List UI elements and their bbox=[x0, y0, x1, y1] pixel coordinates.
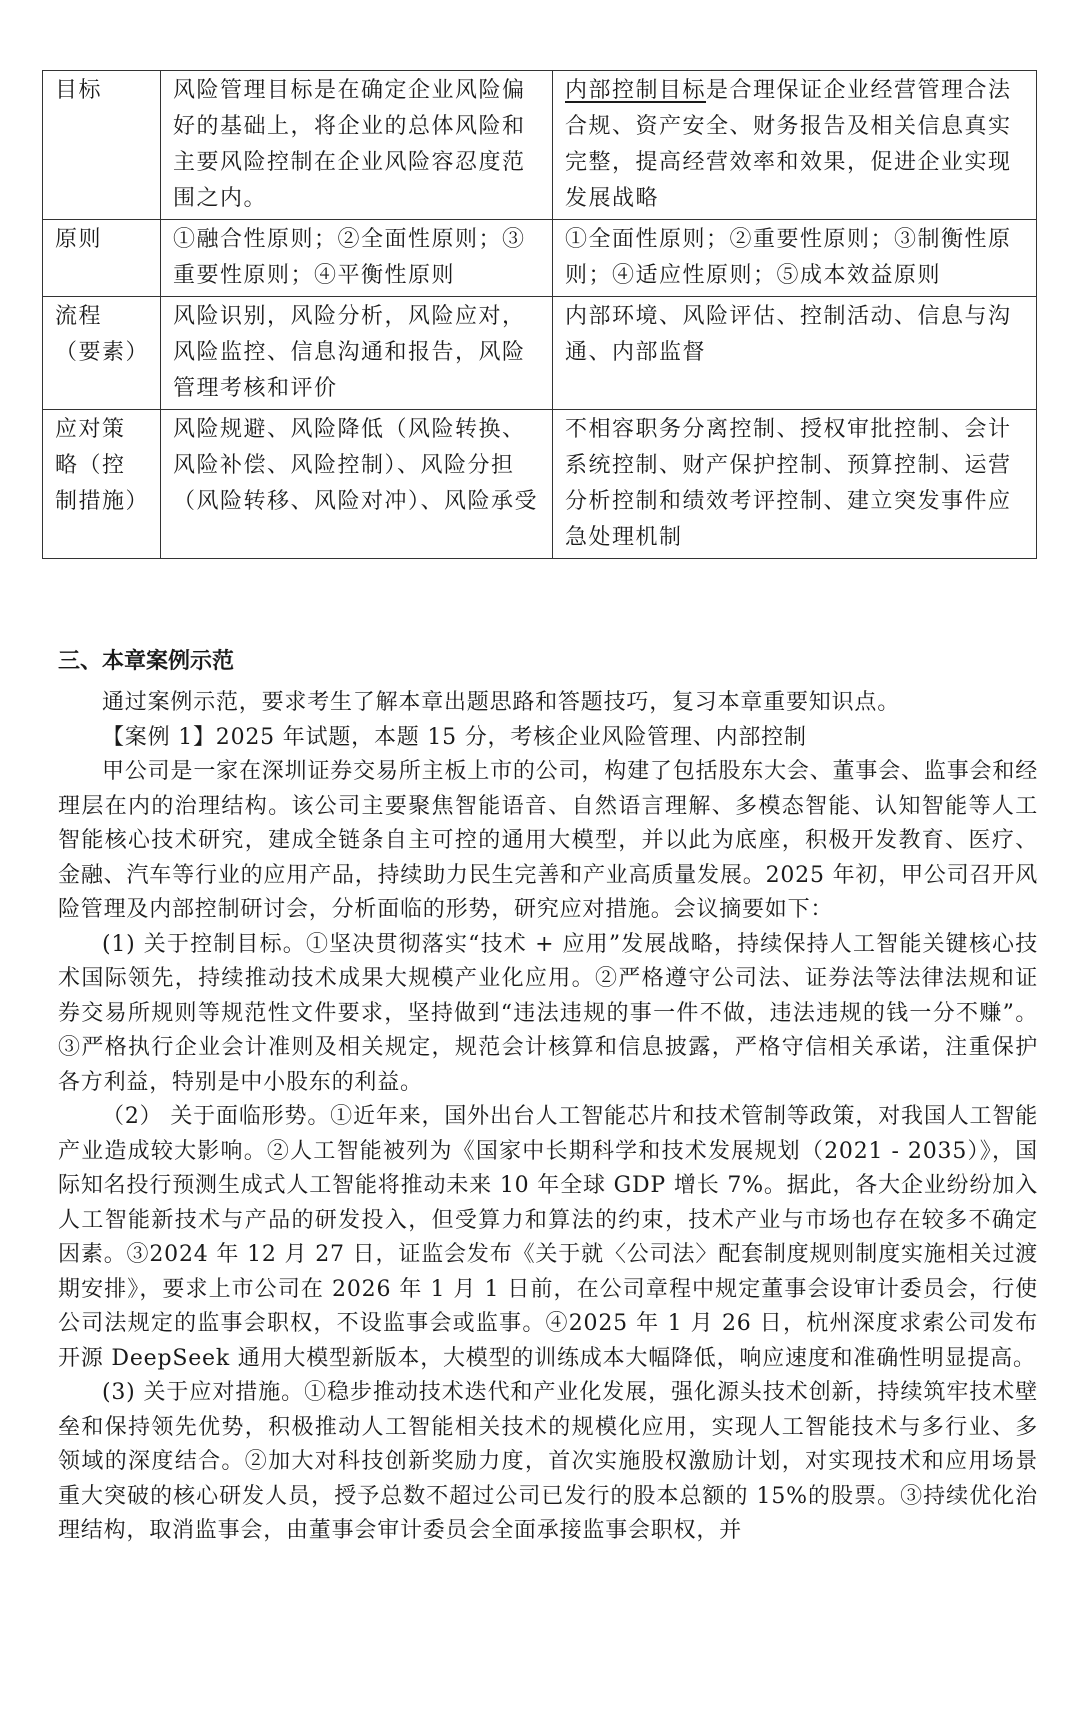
risk-management-cell: ①融合性原则；②全面性原则；③重要性原则；④平衡性原则 bbox=[161, 220, 553, 297]
case-background: 甲公司是一家在深圳证券交易所主板上市的公司，构建了包括股东大会、董事会、监事会和经理层在内的治理结构。该公司主要聚焦智能语音、自然语言理解、多模态智能、认知智能等人工智能核心技术研究，建成全链条自主可控的通用大模型，并以此为底座，积极开发教育、医疗、金融、汽车等行业的应用产品，持续助力民生完善和产业高质量发展。2025 年初，甲公司召开风险管理及内部控制研讨会，分析面临的形势，研究应对措施。会议摘要如下： bbox=[58, 759, 1038, 922]
section-intro: 通过案例示范，要求考生了解本章出题思路和答题技巧，复习本章重要知识点。 bbox=[102, 690, 901, 715]
internal-control-cell: 内部环境、风险评估、控制活动、信息与沟通、内部监督 bbox=[553, 297, 1037, 410]
risk-management-cell: 风险管理目标是在确定企业风险偏好的基础上，将企业的总体风险和主要风险控制在企业风险容忍度范围之内。 bbox=[161, 71, 553, 220]
table-row-strategy bbox=[43, 410, 1037, 559]
case-item-2: （2） 关于面临形势。①近年来，国外出台人工智能芯片和技术管制等政策，对我国人工智能产业造成较大影响。②人工智能被列为《国家中长期科学和技术发展规划（2021 - 2035）》，国际知名投行预测生成式人工智能将推动未来 10 年全球 GDP 增长 7%。据此，各大企业纷纷加入人工智能新技术与产品的研发投入，但受算力和算法的约束，技术产业与市场也存在较多不确定因素。③2024 年 12 月 27 日，证监会发布《关于就〈公司法〉配套制度规则制度实施相关过渡期安排》，要求上市公司在 2026 年 1 月 1 日前，在公司章程中规定董事会设审计委员会，行使公司法规定的监事会职权，不设监事会或监事。④2025 年 1 月 26 日，杭州深度求索公司发布开源 DeepSeek 通用大模型新版本，大模型的训练成本大幅降低，响应速度和准确性明显提高。 bbox=[58, 1104, 1038, 1371]
table-row-principle bbox=[43, 220, 1037, 297]
row-label: 原则 bbox=[43, 220, 161, 297]
row-label: 应对策略（控制措施） bbox=[43, 410, 161, 559]
cell-text: 是合理保证企业经营管理合法合规、资产安全、财务报告及相关信息真实完整，提高经营效率和效果，促进企业实现发展战略 bbox=[565, 78, 1012, 211]
case-item-1: (1) 关于控制目标。①坚决贯彻落实“技术 + 应用”发展战略，持续保持人工智能关键核心技术国际领先，持续推动技术成果大规模产业化应用。②严格遵守公司法、证券法等法律法规和证券交易所规则等规范性文件要求，坚持做到“违法违规的事一件不做，违法违规的钱一分不赚”。③严格执行企业会计准则及相关规定，规范会计核算和信息披露，严格守信相关承诺，注重保护各方利益，特别是中小股东的利益。 bbox=[58, 931, 1038, 1095]
internal-control-cell: ①全面性原则；②重要性原则；③制衡性原则；④适应性原则；⑤成本效益原则 bbox=[553, 220, 1037, 297]
risk-management-cell: 风险规避、风险降低（风险转换、风险补偿、风险控制）、风险分担（风险转移、风险对冲）、风险承受 bbox=[161, 410, 553, 559]
risk-management-cell: 风险识别，风险分析，风险应对，风险监控、信息沟通和报告，风险管理考核和评价 bbox=[161, 297, 553, 410]
row-label: 流程（要素） bbox=[43, 297, 161, 410]
comparison-table bbox=[42, 70, 1037, 559]
internal-control-cell bbox=[553, 71, 1037, 220]
section-title: 三、本章案例示范 bbox=[58, 649, 235, 674]
table-row-goal bbox=[43, 71, 1037, 220]
internal-control-cell: 不相容职务分离控制、授权审批控制、会计系统控制、财产保护控制、预算控制、运营分析控制和绩效考评控制、建立突发事件应急处理机制 bbox=[553, 410, 1037, 559]
case-section bbox=[58, 646, 1038, 1549]
case-item-3: (3) 关于应对措施。①稳步推动技术迭代和产业化发展，强化源头技术创新，持续筑牢技术壁垒和保持领先优势，积极推动人工智能相关技术的规模化应用，实现人工智能技术与多行业、多领域的深度结合。②加大对科技创新奖励力度，首次实施股权激励计划，对实现技术和应用场景重大突破的核心研发人员，授予总数不超过公司已发行的股本总额的 15%的股票。③持续优化治理结构，取消监事会，由董事会审计委员会全面承接监事会职权，并 bbox=[58, 1380, 1038, 1543]
table-row-process bbox=[43, 297, 1037, 410]
underlined-term: 内部控制目标 bbox=[565, 78, 707, 103]
row-label: 目标 bbox=[43, 71, 161, 220]
case-title: 【案例 1】2025 年试题，本题 15 分，考核企业风险管理、内部控制 bbox=[102, 724, 807, 750]
